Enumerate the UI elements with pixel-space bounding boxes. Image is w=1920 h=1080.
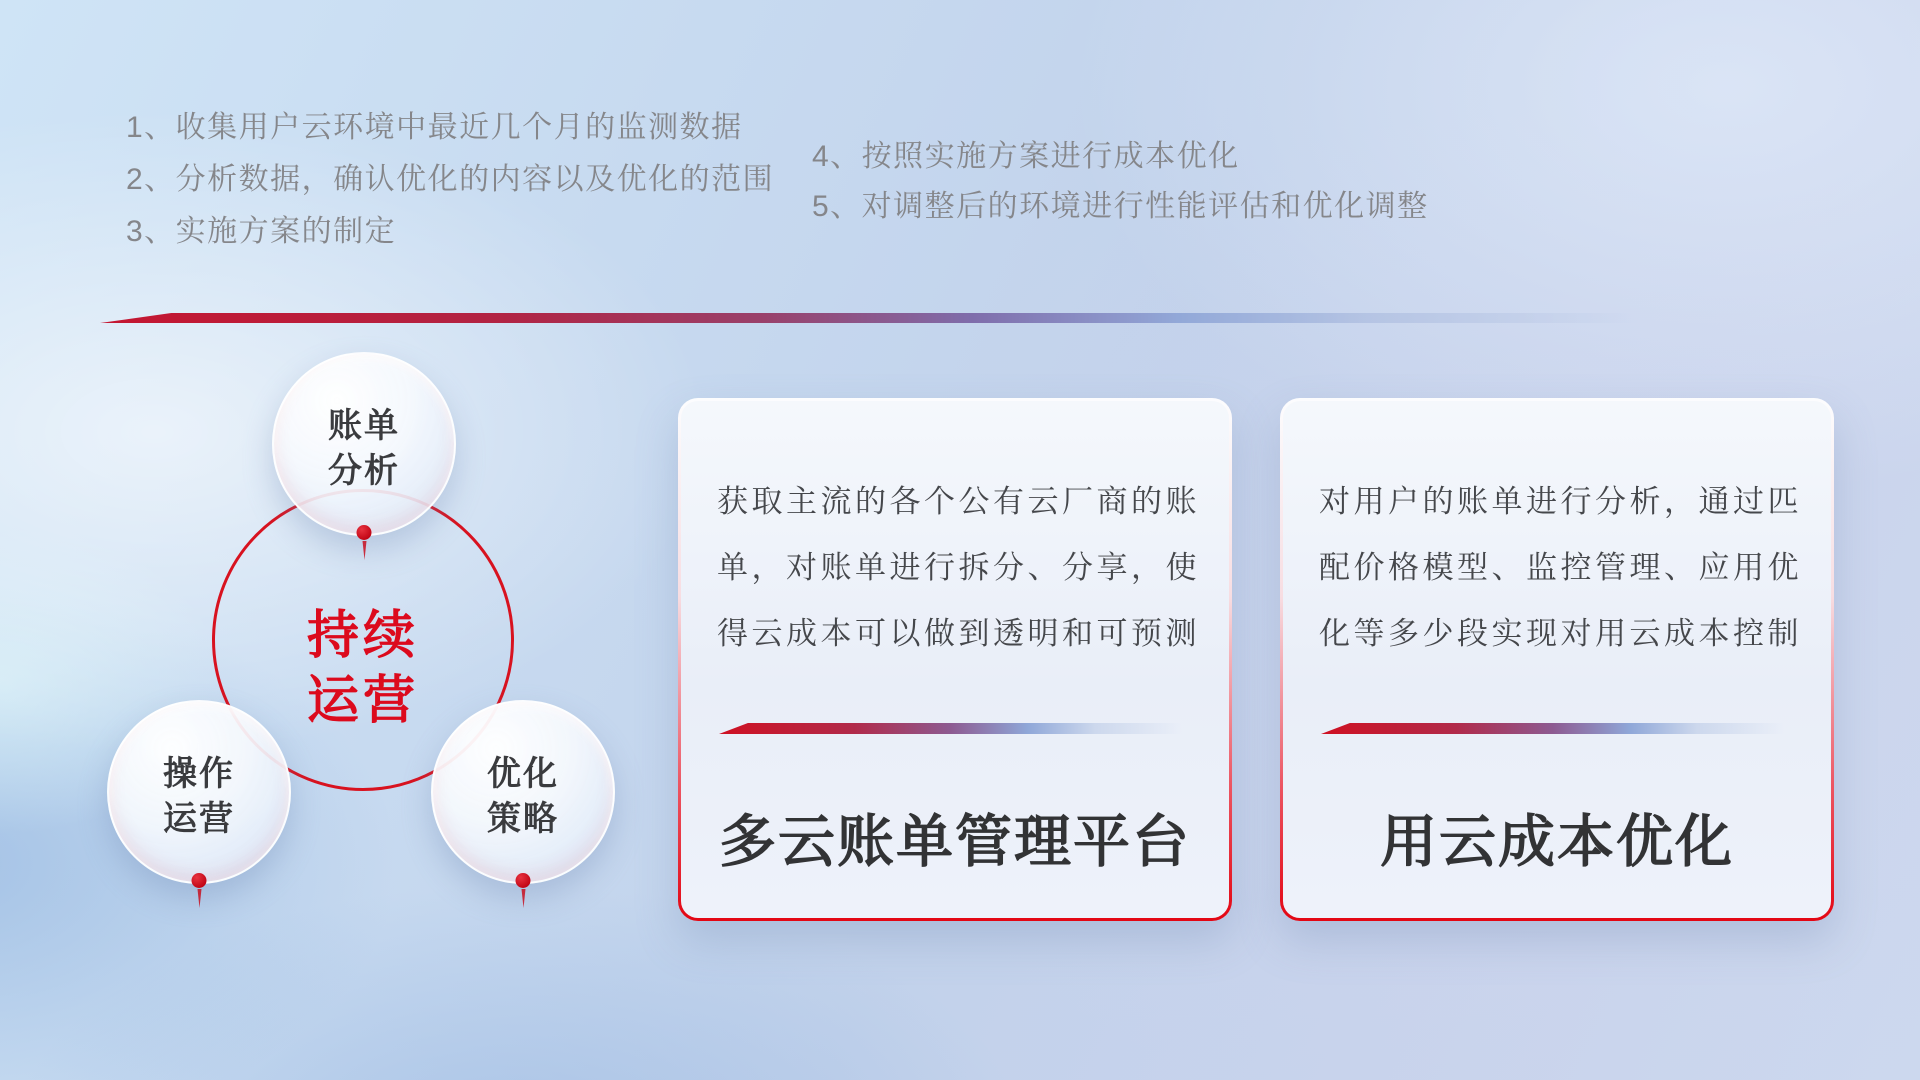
continuous-operation-diagram: [0, 0, 700, 1000]
step-1: 1、收集用户云环境中最近几个月的监测数据: [126, 111, 743, 144]
card-cloud-cost-optimization: [1280, 398, 1834, 921]
step-2: 2、分析数据，确认优化的内容以及优化的范围: [126, 163, 775, 196]
card-body-text: 对用户的账单进行分析，通过匹 配价格模型、监控管理、应用优 化等多少段实现对用云成本控制: [1319, 483, 1802, 651]
diagram-node-optimization-strategy: [431, 700, 615, 884]
node-label: 账单 分析: [328, 407, 400, 490]
node-label: 操作 运营: [163, 755, 235, 838]
card-accent-line: [719, 723, 1201, 734]
card-surface: [1283, 401, 1831, 918]
step-4: 4、按照实施方案进行成本优化: [812, 140, 1240, 173]
diagram-center-label: [212, 604, 514, 734]
pin-marker-icon: [192, 873, 207, 908]
center-label-line2: 运营: [306, 672, 419, 730]
card-surface: [681, 401, 1229, 918]
card-title: 用云成本优化: [1380, 810, 1734, 874]
card-multicloud-billing-platform: [678, 398, 1232, 921]
node-label: 优化 策略: [487, 755, 559, 838]
pin-marker-icon: [516, 873, 531, 908]
diagram-node-bill-analysis: [272, 352, 456, 536]
card-title: 多云账单管理平台: [719, 810, 1191, 874]
step-3: 3、实施方案的制定: [126, 215, 397, 248]
center-label-line1: 持续: [306, 607, 419, 665]
card-body-text: 获取主流的各个公有云厂商的账 单，对账单进行拆分、分享，使 得云成本可以做到透明和可预测: [717, 483, 1200, 651]
process-steps-4-5: [812, 128, 1429, 228]
step-5: 5、对调整后的环境进行性能评估和优化调整: [812, 190, 1429, 223]
diagram-node-operation: [107, 700, 291, 884]
card-accent-line: [1321, 723, 1803, 734]
pin-marker-icon: [357, 525, 372, 560]
